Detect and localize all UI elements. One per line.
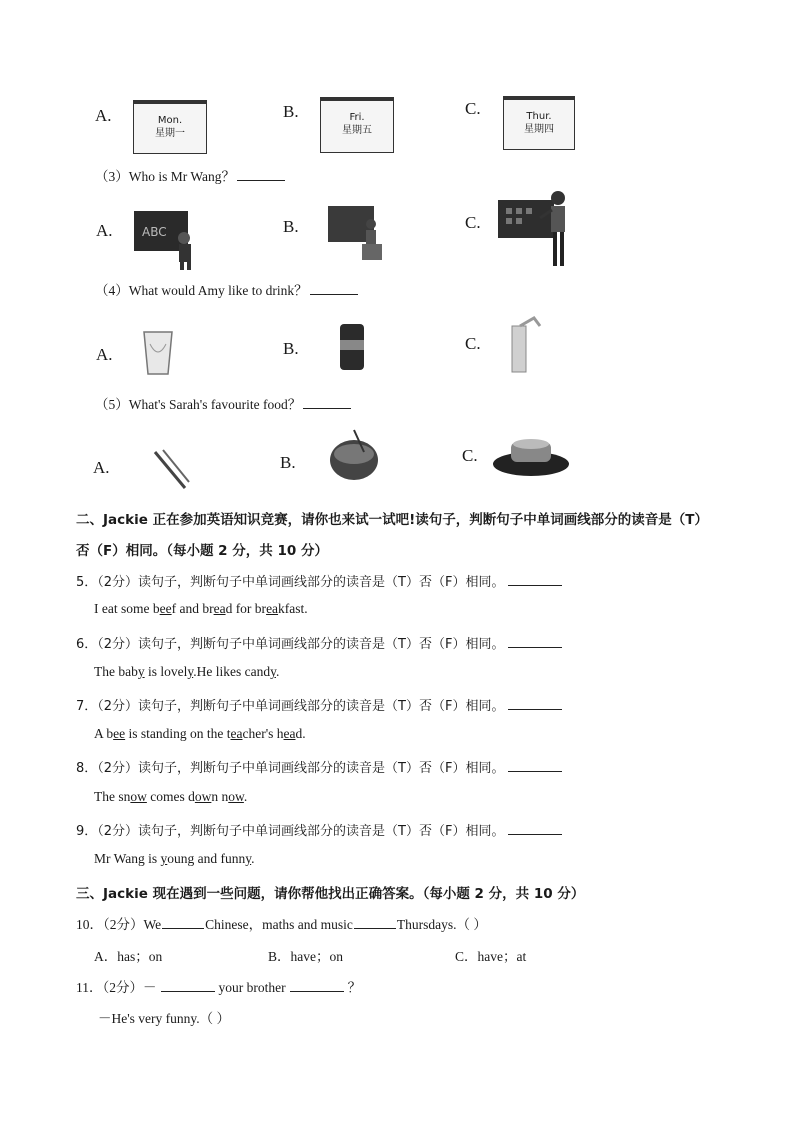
q3-answer-blank[interactable] <box>237 168 285 181</box>
q3-option-a-image <box>132 208 200 270</box>
q2-option-a-zh: 星期一 <box>155 128 185 139</box>
q5-question: （5）What's Sarah's favourite food？ <box>95 393 351 413</box>
q4-option-a-letter: A. <box>96 345 113 364</box>
q5-option-b-letter: B. <box>280 453 296 472</box>
item-5-sentence: I eat some beef and bread for breakfast. <box>94 601 308 616</box>
q5-option-b-image <box>324 422 384 484</box>
item-11-blank-2[interactable] <box>290 979 344 992</box>
item-11-reply: －He's very funny.（ ） <box>98 1011 231 1026</box>
q4-option-a-image <box>140 330 176 376</box>
q4-option-b-image <box>336 322 368 372</box>
item-10-option-c[interactable]: C．have；at <box>455 949 527 964</box>
item-10-option-b[interactable]: B．have；on <box>268 949 343 964</box>
q5-option-a-image <box>145 446 193 494</box>
item-10-blank-2[interactable] <box>354 916 396 929</box>
section-2-heading-line1: 二、Jackie 正在参加英语知识竞赛，请你也来试一试吧!读句子，判断句子中单词画线部分的读音是（T） <box>76 512 708 528</box>
item-11-blank-1[interactable] <box>161 979 215 992</box>
item-8-sentence: The snow comes down now. <box>94 789 248 804</box>
item-10-option-a[interactable]: A．has；on <box>94 949 163 964</box>
item-10-question: 10．（2分）We Chinese，maths and music Thursdays.（ ） <box>76 917 487 932</box>
section-2-heading-line2: 否（F）相同。（每小题 2 分，共 10 分） <box>76 543 328 559</box>
item-6-sentence: The baby is lovely.He likes candy. <box>94 664 280 679</box>
item-7-instruction: 7．（2分）读句子，判断句子中单词画线部分的读音是（T）否（F）相同。 <box>76 695 566 714</box>
q4-option-b-letter: B. <box>283 339 299 358</box>
q3-option-b-image <box>326 204 386 262</box>
q3-option-a-letter: A. <box>96 221 113 240</box>
q2-option-b-card <box>320 97 394 153</box>
q2-option-c-en: Thur. <box>504 97 574 123</box>
item-9-answer-blank[interactable] <box>508 822 562 835</box>
item-11-question: 11．（2分）－ your brother ？ <box>76 980 362 995</box>
q2-option-a-en: Mon. <box>134 101 206 127</box>
q2-option-c-card <box>503 96 575 150</box>
item-7-sentence: A bee is standing on the teacher's head. <box>94 726 306 741</box>
item-6-answer-blank[interactable] <box>508 635 562 648</box>
q4-option-c-letter: C. <box>465 334 481 353</box>
q5-answer-blank[interactable] <box>303 396 351 409</box>
item-6-instruction: 6．（2分）读句子，判断句子中单词画线部分的读音是（T）否（F）相同。 <box>76 633 566 652</box>
q3-abc-text: ABC <box>142 225 167 239</box>
item-7-answer-blank[interactable] <box>508 697 562 710</box>
q2-option-c-letter: C. <box>465 99 481 118</box>
q5-option-a-letter: A. <box>93 458 110 477</box>
q2-option-b-zh: 星期五 <box>342 125 372 136</box>
q2-option-b-en: Fri. <box>321 98 393 124</box>
section-3-heading: 三、Jackie 现在遇到一些问题，请你帮他找出正确答案。（每小题 2 分，共 10 分） <box>76 886 585 902</box>
item-9-instruction: 9．（2分）读句子，判断句子中单词画线部分的读音是（T）否（F）相同。 <box>76 820 566 839</box>
q2-option-a-letter: A. <box>95 106 112 125</box>
q3-option-b-letter: B. <box>283 217 299 236</box>
q4-option-c-image <box>506 316 546 374</box>
item-8-instruction: 8．（2分）读句子，判断句子中单词画线部分的读音是（T）否（F）相同。 <box>76 757 566 776</box>
item-5-answer-blank[interactable] <box>508 573 562 586</box>
item-5-instruction: 5．（2分）读句子，判断句子中单词画线部分的读音是（T）否（F）相同。 <box>76 571 566 590</box>
q3-question: （3）Who is Mr Wang？ <box>95 165 285 185</box>
q5-option-c-image <box>491 434 571 478</box>
q3-option-c-letter: C. <box>465 213 481 232</box>
q5-option-c-letter: C. <box>462 446 478 465</box>
q4-answer-blank[interactable] <box>310 282 358 295</box>
q2-option-c-zh: 星期四 <box>524 124 554 135</box>
q2-option-b-letter: B. <box>283 102 299 121</box>
q2-option-a-card <box>133 100 207 154</box>
q4-question: （4）What would Amy like to drink？ <box>95 279 358 299</box>
item-9-sentence: Mr Wang is young and funny. <box>94 851 255 866</box>
item-10-blank-1[interactable] <box>162 916 204 929</box>
q3-option-c-image <box>496 188 580 268</box>
item-8-answer-blank[interactable] <box>508 759 562 772</box>
